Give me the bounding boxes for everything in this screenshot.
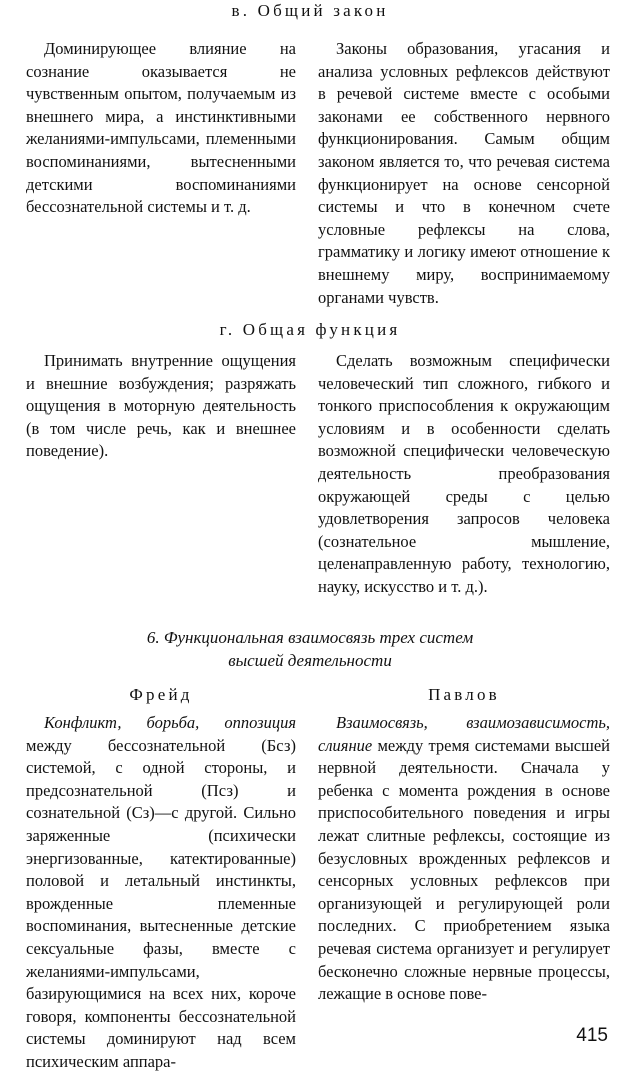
section-v-heading: в. Общий закон — [231, 1, 389, 20]
pavlov-paragraph — [318, 712, 610, 1006]
section-g-pavlov-column — [318, 350, 610, 599]
section-v-pavlov-text: Законы образования, угасания и анализа условных рефлексов действуют в речевой системе вместе с особыми законами ее собственного нервного функционирования. Самым общим законом является то, что речевая система функционирует на основе сенсорной системы и что в конечном счете условные рефлексы на слова, грамматику и логику имеют отношение к внешнему миру, воспринимаемому органами чувств. — [318, 39, 610, 307]
freud-italic-lead: Конфликт, борьба, оппозиция — [44, 713, 296, 732]
section-6-title-line2: высшей деятельности — [228, 651, 392, 670]
section-v-freud-column — [26, 38, 296, 219]
section-6-title-line1: 6. Функциональная взаимосвязь трех систем — [146, 628, 474, 647]
section-g-heading: г. Общая функция — [219, 320, 401, 339]
section-g-freud-column — [26, 350, 296, 463]
freud-body: между бессознательной (Бсз) системой, с одной стороны, и предсознательной (Псз) и сознательной (Сз)—с другой. Сильно заряженные (психически энергизованные, катектированные) половой и летальный инстинкты, врожденные племенные воспоминания, вытесненные детские сексуальные фазы, вместе с желаниями-импульсами, базирующимися на всех них, короче говоря, компоненты бессознательной системы доминируют над всем психическим аппара- — [26, 735, 296, 1071]
section-v-freud-text: Доминирующее влияние на сознание оказывается не чувственным опытом, получаемым из внешнего мира, а инстинктивными желаниями-импульсами, племенными воспоминаниями, вытесненными детскими воспоминаниями бессознательной системы и т. д. — [26, 39, 296, 217]
section-6-freud-column — [26, 712, 296, 1074]
pavlov-italic-lead: Взаимосвязь, взаимозависимость, слияние — [318, 713, 610, 755]
pavlov-body: между тремя системами высшей нервной деятельности. Сначала у ребенка с момента рождения в основе приспособительного поведения и игры лежат слитные рефлексы, состоящие из безусловных врожденных рефлексов и сенсорных условных рефлексов при организующей и регулирующей роли последних. С приобретением языка речевая система организует и регулирует бесконечно сложные нервные процессы, лежащие в основе пове- — [318, 735, 610, 1004]
section-6-pavlov-column — [318, 712, 610, 1006]
freud-paragraph — [26, 712, 296, 1074]
section-g-pavlov-text: Сделать возможным специфически человеческий тип сложного, гибкого и тонкого приспособления к окружающим условиям и в особенности сделать возможной специфически человеческую деятельность преобразования окружающей среды с целью удовлетворения запросов человека (сознательное мышление, целенаправленную работу, технологию, науку, искусство и т. д.). — [318, 351, 610, 596]
section-v-pavlov-column — [318, 38, 610, 309]
freud-heading: Фрейд — [129, 685, 193, 704]
pavlov-heading: Павлов — [428, 685, 500, 704]
page-number: 415 — [576, 1025, 608, 1046]
section-g-freud-text: Принимать внутренние ощущения и внешние возбуждения; разряжать ощущения в моторную деятельность (в том числе речь, как и внешнее поведение). — [26, 351, 296, 461]
